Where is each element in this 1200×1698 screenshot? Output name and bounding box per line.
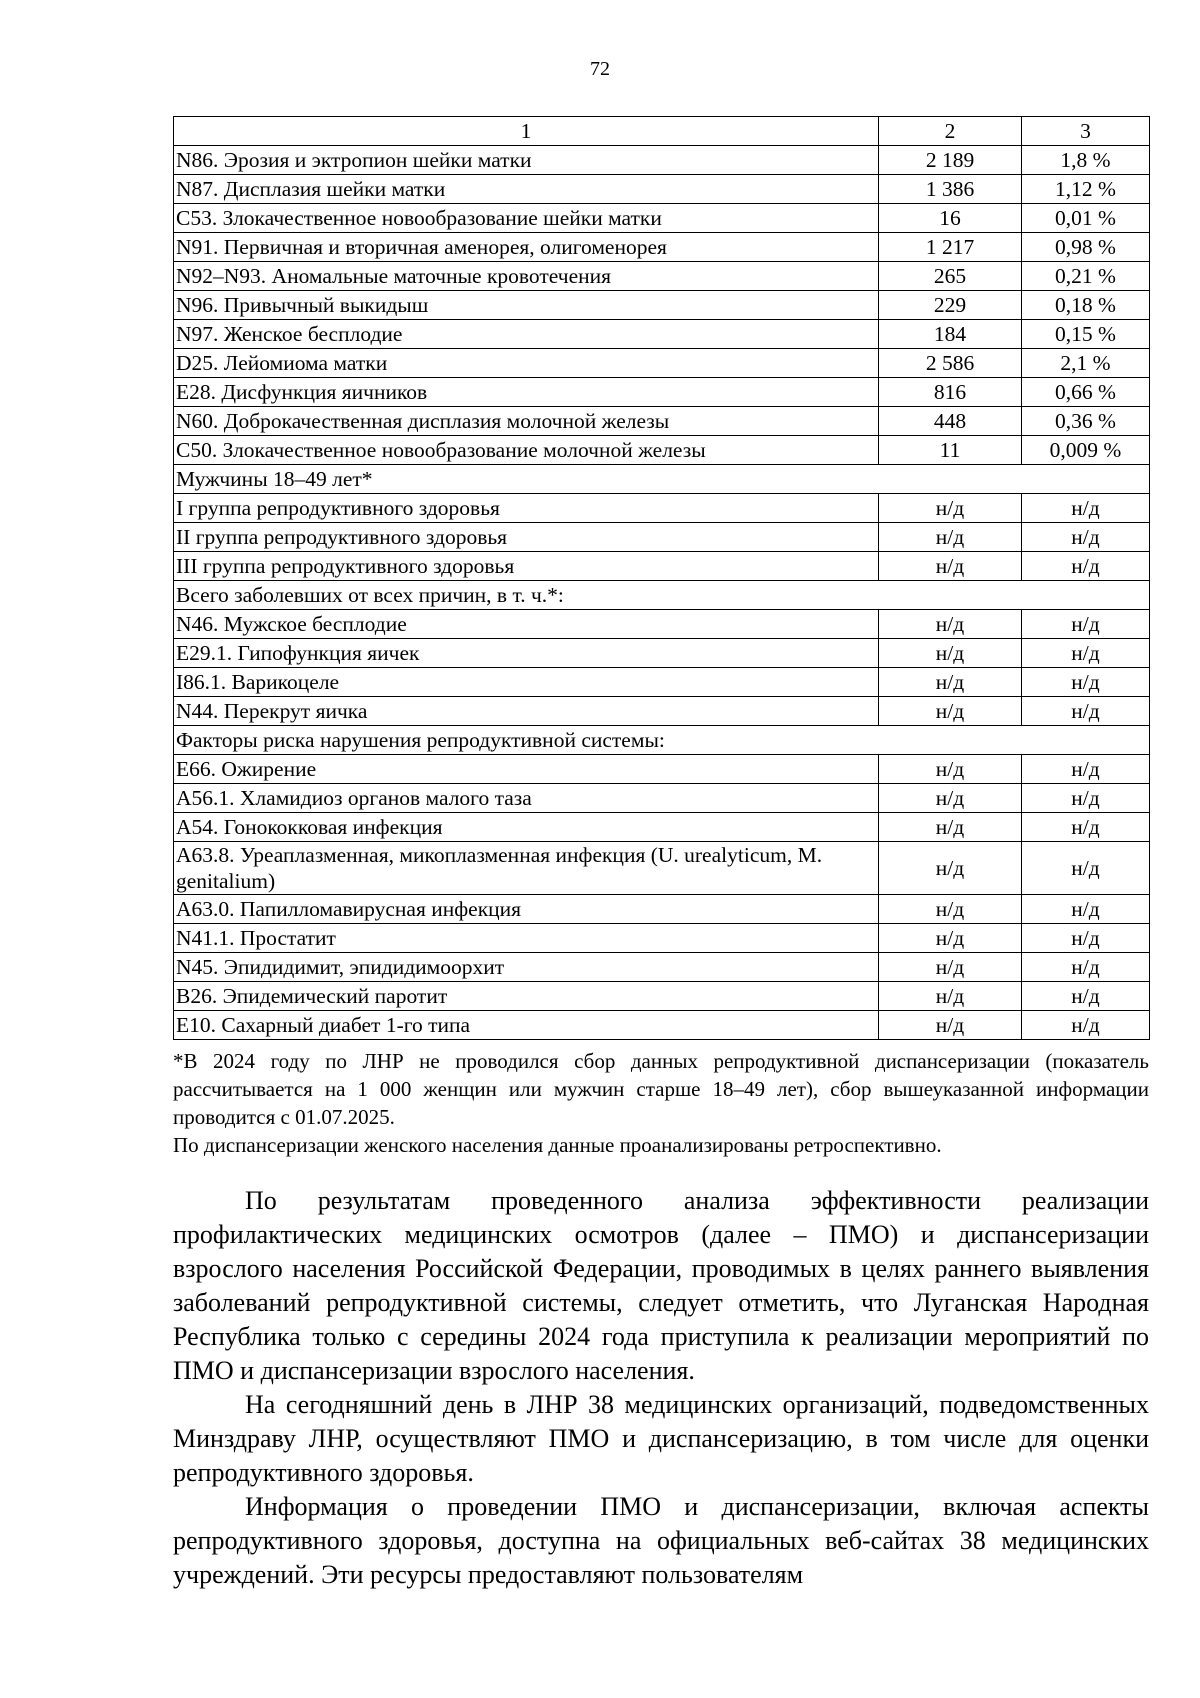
table-row: [174, 349, 1150, 378]
row-label: I86.1. Варикоцеле: [174, 668, 879, 697]
row-count: 184: [879, 320, 1022, 349]
section-label: Факторы риска нарушения репродуктивной системы:: [174, 726, 1150, 755]
row-count: 2 586: [879, 349, 1022, 378]
row-percent: 0,66 %: [1022, 378, 1150, 407]
row-percent: 0,009 %: [1022, 436, 1150, 465]
table-section-row: [174, 465, 1150, 494]
table-row: [174, 813, 1150, 842]
row-percent: 0,18 %: [1022, 291, 1150, 320]
row-percent: 1,8 %: [1022, 146, 1150, 175]
row-percent: н/д: [1022, 552, 1150, 581]
row-count: 448: [879, 407, 1022, 436]
table-row: [174, 378, 1150, 407]
table-row: [174, 895, 1150, 924]
row-count: н/д: [879, 755, 1022, 784]
footnote-line-1: *В 2024 году по ЛНР не проводился сбор данных репродуктивной диспансеризации (показатель рассчитывается на 1 000 женщин или мужчин старше 18–49 лет), сбор вышеуказанной информации проводится с 01.07.2025.: [173, 1049, 1149, 1129]
row-percent: 1,12 %: [1022, 175, 1150, 204]
row-count: н/д: [879, 552, 1022, 581]
row-count: 11: [879, 436, 1022, 465]
row-label: N60. Доброкачественная дисплазия молочной железы: [174, 407, 879, 436]
row-label: N96. Привычный выкидыш: [174, 291, 879, 320]
row-percent: н/д: [1022, 895, 1150, 924]
row-label: A54. Гонококковая инфекция: [174, 813, 879, 842]
row-percent: н/д: [1022, 755, 1150, 784]
row-label: N87. Дисплазия шейки матки: [174, 175, 879, 204]
column-header-1: 1: [174, 117, 879, 146]
row-count: 2 189: [879, 146, 1022, 175]
row-count: н/д: [879, 895, 1022, 924]
row-percent: н/д: [1022, 982, 1150, 1011]
row-count: н/д: [879, 639, 1022, 668]
row-count: н/д: [879, 494, 1022, 523]
table-row: [174, 291, 1150, 320]
row-percent: 2,1 %: [1022, 349, 1150, 378]
row-count: н/д: [879, 697, 1022, 726]
paragraph-1: По результатам проведенного анализа эффективности реализации профилактических медицинских осмотров (далее – ПМО) и диспансеризации взрослого населения Российской Федерации, проводимых в целях раннего выявления заболеваний репродуктивной системы, следует отметить, что Луганская Народная Республика только с середины 2024 года приступила к реализации мероприятий по ПМО и диспансеризации взрослого населения.: [173, 1186, 1149, 1385]
table-row: [174, 982, 1150, 1011]
table-row: [174, 610, 1150, 639]
row-count: 16: [879, 204, 1022, 233]
table-row: [174, 552, 1150, 581]
statistics-table: [173, 116, 1150, 1040]
row-label: N46. Мужское бесплодие: [174, 610, 879, 639]
table-row: [174, 146, 1150, 175]
table-row: [174, 755, 1150, 784]
section-label: Всего заболевших от всех причин, в т. ч.*:: [174, 581, 1150, 610]
row-label: D25. Лейомиома матки: [174, 349, 879, 378]
table-row: [174, 233, 1150, 262]
table-row: [174, 784, 1150, 813]
row-count: н/д: [879, 610, 1022, 639]
row-label: B26. Эпидемический паротит: [174, 982, 879, 1011]
row-label: A56.1. Хламидиоз органов малого таза: [174, 784, 879, 813]
table-section-row: [174, 581, 1150, 610]
table-row: [174, 407, 1150, 436]
table-row: [174, 204, 1150, 233]
row-label: A63.0. Папилломавирусная инфекция: [174, 895, 879, 924]
table-row: [174, 494, 1150, 523]
row-percent: н/д: [1022, 813, 1150, 842]
row-percent: н/д: [1022, 610, 1150, 639]
paragraph-3: Информация о проведении ПМО и диспансеризации, включая аспекты репродуктивного здоровья, доступна на официальных веб-сайтах 38 медицинских учреждений. Эти ресурсы предоставляют пользователям: [173, 1492, 1149, 1589]
row-label: N91. Первичная и вторичная аменорея, олигоменорея: [174, 233, 879, 262]
row-label: N92–N93. Аномальные маточные кровотечения: [174, 262, 879, 291]
table-row: [174, 697, 1150, 726]
row-label: E29.1. Гипофункция яичек: [174, 639, 879, 668]
row-count: н/д: [879, 813, 1022, 842]
column-header-2: 2: [879, 117, 1022, 146]
page-number: 72: [590, 58, 610, 80]
row-label: C53. Злокачественное новообразование шейки матки: [174, 204, 879, 233]
footnote-line-2: По диспансеризации женского населения данные проанализированы ретроспективно.: [173, 1133, 942, 1157]
row-label: E66. Ожирение: [174, 755, 879, 784]
table-row: [174, 523, 1150, 552]
row-count: н/д: [879, 523, 1022, 552]
table-row: [174, 262, 1150, 291]
row-count: н/д: [879, 784, 1022, 813]
table-row: [174, 924, 1150, 953]
row-count: н/д: [879, 953, 1022, 982]
row-percent: н/д: [1022, 697, 1150, 726]
row-label: N41.1. Простатит: [174, 924, 879, 953]
row-percent: н/д: [1022, 668, 1150, 697]
column-header-3: 3: [1022, 117, 1150, 146]
table-row: [174, 639, 1150, 668]
row-percent: н/д: [1022, 784, 1150, 813]
row-count: н/д: [879, 1011, 1022, 1040]
row-count: 265: [879, 262, 1022, 291]
row-label: N97. Женское бесплодие: [174, 320, 879, 349]
row-count: н/д: [879, 668, 1022, 697]
table-row: [174, 668, 1150, 697]
table-footnote: [173, 1047, 1149, 1159]
table-row: [174, 842, 1150, 895]
row-percent: 0,36 %: [1022, 407, 1150, 436]
row-count: н/д: [879, 982, 1022, 1011]
row-percent: н/д: [1022, 1011, 1150, 1040]
table-row: [174, 175, 1150, 204]
row-label: III группа репродуктивного здоровья: [174, 552, 879, 581]
row-count: 1 217: [879, 233, 1022, 262]
table-row: [174, 1011, 1150, 1040]
row-count: 229: [879, 291, 1022, 320]
row-label: N45. Эпидидимит, эпидидимоорхит: [174, 953, 879, 982]
row-count: 1 386: [879, 175, 1022, 204]
row-label: II группа репродуктивного здоровья: [174, 523, 879, 552]
row-percent: 0,01 %: [1022, 204, 1150, 233]
row-label: A63.8. Уреаплазменная, микоплазменная инфекция (U. urealyticum, M. genitalium): [174, 842, 879, 895]
row-percent: 0,15 %: [1022, 320, 1150, 349]
table-row: [174, 436, 1150, 465]
row-count: н/д: [879, 924, 1022, 953]
row-count: 816: [879, 378, 1022, 407]
row-label: I группа репродуктивного здоровья: [174, 494, 879, 523]
table-row: [174, 953, 1150, 982]
table-section-row: [174, 726, 1150, 755]
table-header-row: [174, 117, 1150, 146]
body-text: [173, 1184, 1149, 1592]
row-label: E10. Сахарный диабет 1-го типа: [174, 1011, 879, 1040]
row-percent: 0,98 %: [1022, 233, 1150, 262]
table-row: [174, 320, 1150, 349]
row-percent: н/д: [1022, 494, 1150, 523]
paragraph-2: На сегодняшний день в ЛНР 38 медицинских организаций, подведомственных Минздраву ЛНР, осуществляют ПМО и диспансеризацию, в том числе для оценки репродуктивного здоровья.: [173, 1390, 1149, 1487]
section-label: Мужчины 18–49 лет*: [174, 465, 1150, 494]
row-label: E28. Дисфункция яичников: [174, 378, 879, 407]
row-percent: н/д: [1022, 523, 1150, 552]
row-percent: 0,21 %: [1022, 262, 1150, 291]
row-percent: н/д: [1022, 953, 1150, 982]
row-label: N44. Перекрут яичка: [174, 697, 879, 726]
row-label: N86. Эрозия и эктропион шейки матки: [174, 146, 879, 175]
row-percent: н/д: [1022, 924, 1150, 953]
row-count: н/д: [879, 842, 1022, 895]
row-label: C50. Злокачественное новообразование молочной железы: [174, 436, 879, 465]
row-percent: н/д: [1022, 842, 1150, 895]
row-percent: н/д: [1022, 639, 1150, 668]
